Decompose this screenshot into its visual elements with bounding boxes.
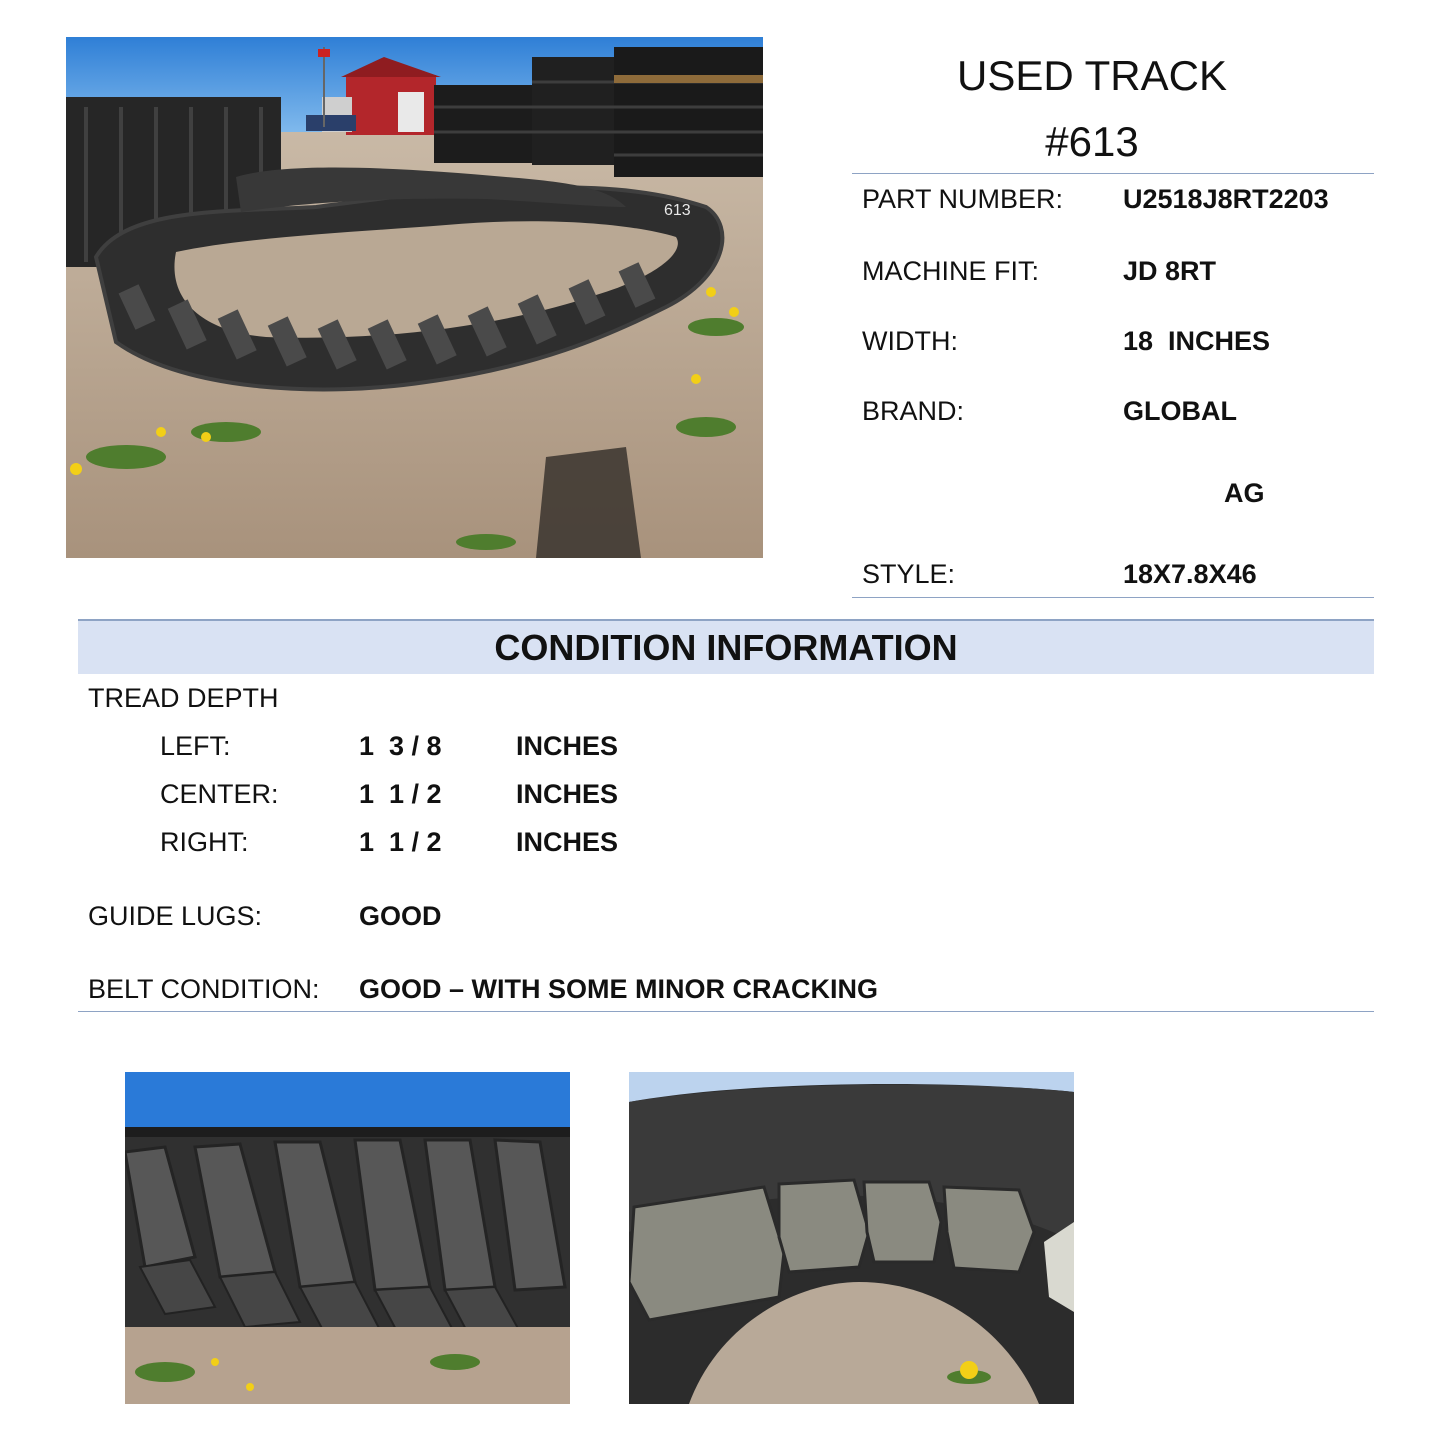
width-label: WIDTH: (862, 326, 958, 356)
tread-center-unit: INCHES (516, 779, 619, 809)
part-number-label: PART NUMBER: (862, 184, 1064, 214)
guide-lugs-label: GUIDE LUGS: (88, 901, 263, 931)
tread-right-value: 1 1 / 2 (359, 827, 442, 857)
guide-lugs-photo (629, 1072, 1074, 1404)
condition-header (78, 619, 1374, 674)
tread-right-label: RIGHT: (160, 827, 249, 857)
condition-bottom-rule (78, 1011, 1374, 1012)
main-track-photo (66, 37, 763, 558)
machine-fit-value: JD 8RT (1123, 256, 1217, 286)
tread-depth-label: TREAD DEPTH (88, 683, 279, 713)
condition-heading: CONDITION INFORMATION (494, 627, 958, 668)
brand-value-line2: AG (1224, 478, 1265, 508)
brand-value: GLOBAL (1123, 396, 1237, 426)
page-title: USED TRACK (957, 52, 1227, 99)
spec-top-rule (852, 173, 1374, 174)
tread-left-value: 1 3 / 8 (359, 731, 442, 761)
tread-center-label: CENTER: (160, 779, 279, 809)
style-value: 18X7.8X46 (1123, 559, 1257, 589)
tread-left-unit: INCHES (516, 731, 619, 761)
tread-left-label: LEFT: (160, 731, 231, 761)
tread-right-unit: INCHES (516, 827, 619, 857)
style-label: STYLE: (862, 559, 956, 589)
tread-closeup-photo (125, 1072, 570, 1404)
track-marking: 613 (664, 202, 691, 219)
width-value: 18 INCHES (1123, 326, 1271, 356)
part-number-value: U2518J8RT2203 (1123, 184, 1329, 214)
tread-center-value: 1 1 / 2 (359, 779, 442, 809)
belt-condition-value: GOOD – WITH SOME MINOR CRACKING (359, 974, 878, 1004)
brand-label: BRAND: (862, 396, 965, 426)
machine-fit-label: MACHINE FIT: (862, 256, 1040, 286)
belt-condition-label: BELT CONDITION: (88, 974, 320, 1004)
guide-lugs-value: GOOD (359, 901, 442, 931)
spec-bottom-rule (852, 597, 1374, 598)
track-number: #613 (1045, 118, 1139, 165)
